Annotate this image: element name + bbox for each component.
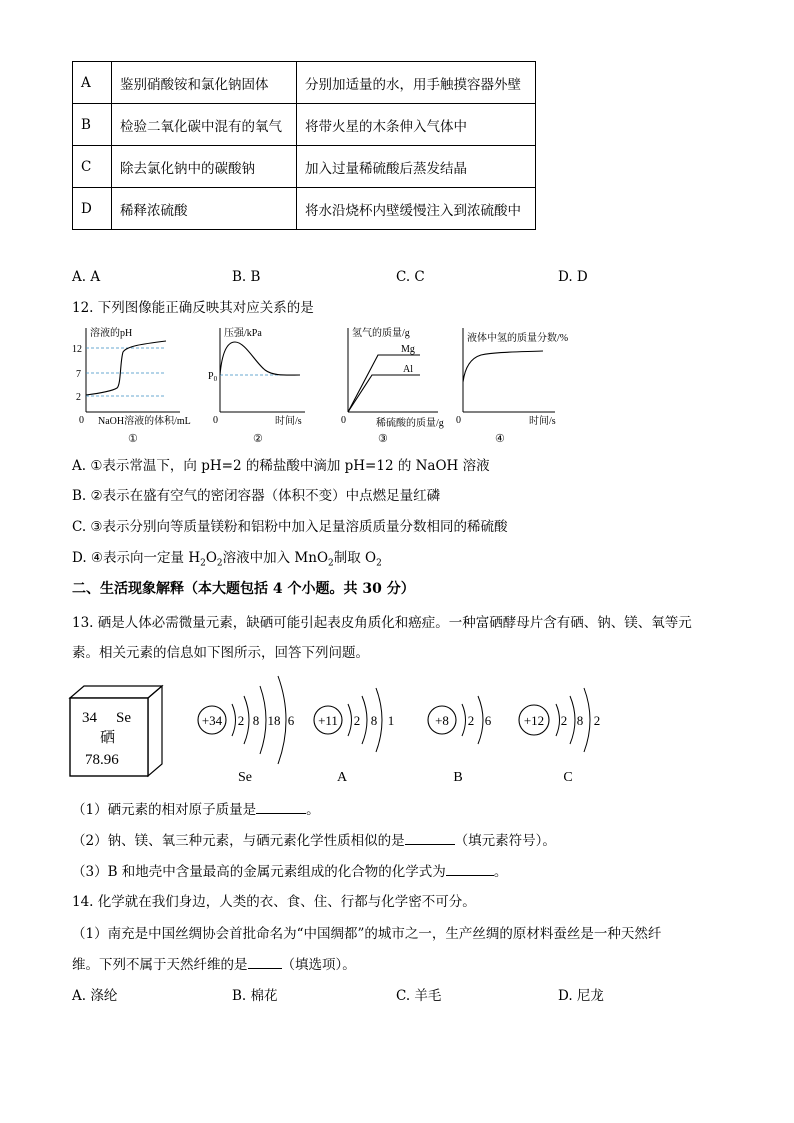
svg-text:1: 1 xyxy=(387,713,395,728)
svg-text:2: 2 xyxy=(560,713,568,728)
row-letter: D xyxy=(73,188,112,230)
q14-choice-c: C. 羊毛 xyxy=(396,988,442,1004)
graph4-xlabel: 时间/s xyxy=(529,416,556,427)
q14-choice-d: D. 尼龙 xyxy=(558,988,604,1004)
graph2-origin: 0 xyxy=(213,415,218,426)
row-method: 将水沿烧杯内壁缓慢注入到浓硫酸中 xyxy=(297,188,536,230)
graph2-number: ② xyxy=(253,433,263,445)
svg-text:+12: +12 xyxy=(523,713,545,728)
svg-text:2: 2 xyxy=(467,713,475,728)
atom-b xyxy=(428,696,492,785)
graph-ph xyxy=(72,322,212,448)
graph3-series-al: Al xyxy=(403,364,413,375)
element-cube xyxy=(66,682,166,782)
atom-label-b: B xyxy=(453,770,463,785)
svg-text:8: 8 xyxy=(252,713,260,728)
atom-label-se: Se xyxy=(238,770,252,785)
svg-text:2: 2 xyxy=(353,713,361,728)
atom-se xyxy=(198,676,295,785)
q12-option-c: C. ③表示分别向等质量镁粉和铝粉中加入足量溶质质量分数相同的稀硫酸 xyxy=(72,519,508,535)
graph3-series-mg: Mg xyxy=(401,344,415,355)
svg-text:8: 8 xyxy=(370,713,378,728)
row-letter: B xyxy=(73,104,112,146)
graph-hydrogen xyxy=(338,322,458,448)
row-method: 分别加适量的水，用手触摸容器外壁 xyxy=(297,62,536,104)
row-letter: A xyxy=(73,62,112,104)
graph-pressure xyxy=(205,322,315,448)
table-row xyxy=(73,146,536,188)
svg-text:2: 2 xyxy=(593,713,601,728)
q11-choice-a: A. A xyxy=(72,269,101,285)
q11-choice-b: B. B xyxy=(232,269,261,285)
section-heading: 二、生活现象解释（本大题包括 4 个小题。共 30 分） xyxy=(72,581,415,597)
svg-text:+34: +34 xyxy=(201,713,223,728)
answer-blank[interactable] xyxy=(256,801,306,814)
answer-blank[interactable] xyxy=(446,863,494,876)
graph2-p0: $P_0$ xyxy=(208,371,218,383)
atom-label-a: A xyxy=(336,770,348,785)
q14-choice-a: A. 涤纶 xyxy=(72,988,118,1004)
q13-sub3: （3）B 和地壳中含量最高的金属元素组成的化合物的化学式为 。 xyxy=(72,864,508,880)
graph-fraction xyxy=(455,322,585,448)
answer-blank[interactable] xyxy=(405,832,455,845)
svg-text:+11: +11 xyxy=(318,713,338,728)
q12-option-a: A. ①表示常温下，向 pH=2 的稀盐酸中滴加 pH=12 的 NaOH 溶液 xyxy=(72,458,490,474)
atom-diagrams xyxy=(188,674,618,792)
graph3-number: ③ xyxy=(378,433,388,445)
q12-stem: 12. 下列图像能正确反映其对应关系的是 xyxy=(72,300,314,316)
table-row xyxy=(73,188,536,230)
graph4-ylabel: 液体中氢的质量分数/% xyxy=(467,333,569,344)
svg-text:6: 6 xyxy=(287,713,295,728)
q11-choice-c: C. C xyxy=(396,269,425,285)
row-experiment: 除去氯化钠中的碳酸钠 xyxy=(112,146,297,188)
graph3-origin: 0 xyxy=(341,415,346,426)
atom-c xyxy=(519,688,600,785)
q13-stem-line2: 素。相关元素的信息如下图所示，回答下列问题。 xyxy=(72,645,369,661)
row-experiment: 稀释浓硫酸 xyxy=(112,188,297,230)
table-row xyxy=(73,62,536,104)
q13-stem-line1: 13. 硒是人体必需微量元素，缺硒可能引起表皮角质化和癌症。一种富硒酵母片含有硒、钠、镁、氧等元 xyxy=(72,615,692,631)
answer-blank[interactable] xyxy=(248,956,282,969)
svg-text:8: 8 xyxy=(576,713,584,728)
q11-choice-d: D. D xyxy=(558,269,588,285)
table-row xyxy=(73,104,536,146)
q12-option-b: B. ②表示在盛有空气的密闭容器（体积不变）中点燃足量红磷 xyxy=(72,488,441,504)
row-letter: C xyxy=(73,146,112,188)
atom-a xyxy=(314,688,394,785)
row-method: 将带火星的木条伸入气体中 xyxy=(297,104,536,146)
q14-stem: 14. 化学就在我们身边，人类的衣、食、住、行都与化学密不可分。 xyxy=(72,894,476,910)
svg-text:18: 18 xyxy=(267,713,281,728)
row-method: 加入过量稀硫酸后蒸发结晶 xyxy=(297,146,536,188)
options-table xyxy=(72,61,536,230)
svg-text:+8: +8 xyxy=(435,713,449,728)
element-name: 硒 xyxy=(100,730,116,746)
graph3-xlabel: 稀硫酸的质量/g xyxy=(376,418,444,429)
graph1-xlabel: NaOH溶液的体积/mL xyxy=(98,416,191,427)
graph2-xlabel: 时间/s xyxy=(275,416,302,427)
graph2-ylabel: 压强/kPa xyxy=(224,328,262,339)
graph1-origin: 0 xyxy=(79,415,84,426)
q14-choice-b: B. 棉花 xyxy=(232,988,278,1004)
graph1-tick-2: 2 xyxy=(76,392,81,403)
graph1-number: ① xyxy=(128,433,138,445)
graph1-ylabel: 溶液的pH xyxy=(90,328,133,339)
graph4-origin: 0 xyxy=(456,415,461,426)
q14-sub1-line2: 维。下列不属于天然纤维的是 （填选项）。 xyxy=(72,957,356,973)
graph1-tick-12: 12 xyxy=(72,344,82,355)
atom-label-c: C xyxy=(563,770,573,785)
element-symbol: Se xyxy=(116,710,131,726)
q13-sub2: （2）钠、镁、氧三种元素，与硒元素化学性质相似的是 （填元素符号）。 xyxy=(72,833,556,849)
graph3-ylabel: 氢气的质量/g xyxy=(352,328,410,339)
row-experiment: 鉴别硝酸铵和氯化钠固体 xyxy=(112,62,297,104)
element-mass: 78.96 xyxy=(85,752,119,768)
q14-sub1-line1: （1）南充是中国丝绸协会首批命名为“中国绸都”的城市之一，生产丝绸的原材料蚕丝是一种天然纤 xyxy=(72,926,662,942)
graph1-tick-7: 7 xyxy=(76,369,81,380)
element-number: 34 xyxy=(82,710,97,726)
row-experiment: 检验二氧化碳中混有的氧气 xyxy=(112,104,297,146)
q13-sub1: （1）硒元素的相对原子质量是 。 xyxy=(72,802,320,818)
svg-text:6: 6 xyxy=(484,713,492,728)
svg-text:2: 2 xyxy=(237,713,245,728)
q12-option-d: D. ④表示向一定量 $H_2O_2$溶液中加入 MnO$_2$制取 $O_2$ xyxy=(72,550,382,569)
graph4-number: ④ xyxy=(495,433,505,445)
